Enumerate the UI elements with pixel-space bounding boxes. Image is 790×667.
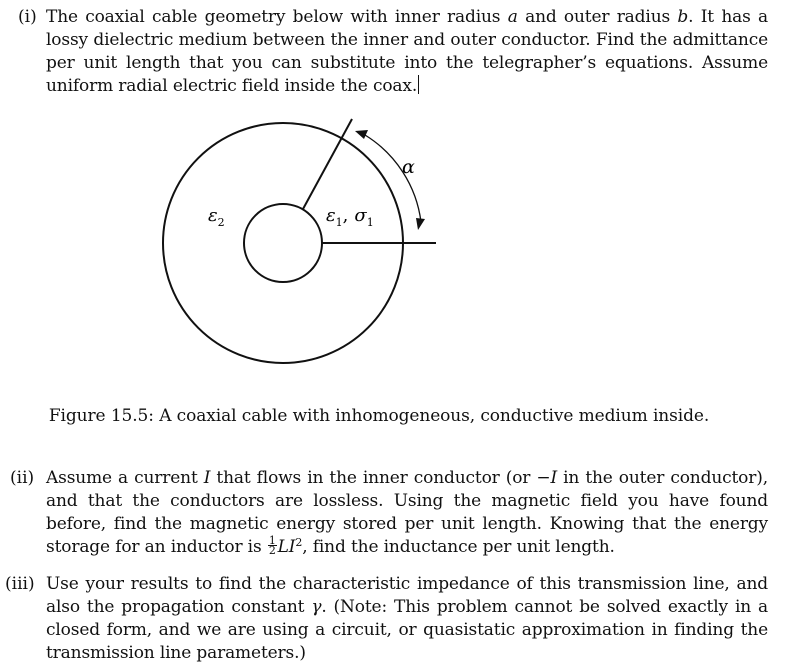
part-2-text-s4: , find the inductance per unit length. <box>302 537 615 557</box>
coax-diagram <box>0 110 790 410</box>
part-2-text-s1: Assume a current <box>46 468 198 488</box>
part-1-text-s1: The coaxial cable geometry below with inner radius <box>46 7 501 27</box>
superscript-2: 2 <box>295 536 303 549</box>
label-alpha: α <box>402 156 415 178</box>
arc-arrowhead-top <box>355 130 368 139</box>
part-1-text-s3: . It has a lossy dielectric medium between the inner and outer conductor. Find the admittance per unit length that you can substitute into the telegrapher’s equations. Assume uniform radial electric field inside the coax. <box>46 7 768 96</box>
variable-gamma: γ <box>311 597 322 617</box>
angle-arc <box>365 135 421 222</box>
variable-LI: LI <box>277 537 296 557</box>
label-epsilon-2: $\varepsilon_2$ <box>208 205 225 229</box>
part-1-text <box>46 6 768 98</box>
part-2-text <box>46 467 768 559</box>
figure-caption <box>0 405 790 428</box>
part-2-text-s3: in the outer conductor), and that the conductors are lossless. Using the magnetic field you have found before, find the magnetic energy stored per unit length. Knowing that the energy storage for an inductor is <box>46 468 768 557</box>
part-3-text-s2: . (Note: This problem cannot be solved exactly in a closed form, and we are using a circuit, or quasistatic approximation in finding the transmission line parameters.) <box>46 597 768 663</box>
problem-part-2 <box>0 467 790 559</box>
fraction-one-half: $\frac{1}{2}$ <box>268 534 276 557</box>
variable-b: b <box>677 7 689 27</box>
text-cursor <box>418 75 419 94</box>
inner-conductor-circle <box>244 204 322 282</box>
part-3-text-s1: Use your results to find the characteristic impedance of this transmission line, and also the propagation constant <box>46 574 768 617</box>
coax-figure <box>0 110 790 410</box>
part-3-label: (iii) <box>5 574 35 594</box>
label-epsilon-1-sigma-1: $\varepsilon_1$, $\sigma_1$ <box>326 205 374 229</box>
variable-a: a <box>507 7 518 27</box>
variable-neg-I: −I <box>536 468 558 488</box>
part-2-text-s2: that flows in the inner conductor (or <box>216 468 531 488</box>
problem-part-1 <box>0 6 790 101</box>
problem-part-3 <box>0 573 790 665</box>
part-2-label: (ii) <box>10 468 35 488</box>
arc-arrowhead-bottom <box>416 218 425 230</box>
part-1-label: (i) <box>18 7 37 27</box>
figure-caption-text: Figure 15.5: A coaxial cable with inhomogeneous, conductive medium inside. <box>48 406 710 426</box>
part-1-text-s2: and outer radius <box>525 7 671 27</box>
part-3-text <box>46 573 768 665</box>
variable-I: I <box>203 468 211 488</box>
